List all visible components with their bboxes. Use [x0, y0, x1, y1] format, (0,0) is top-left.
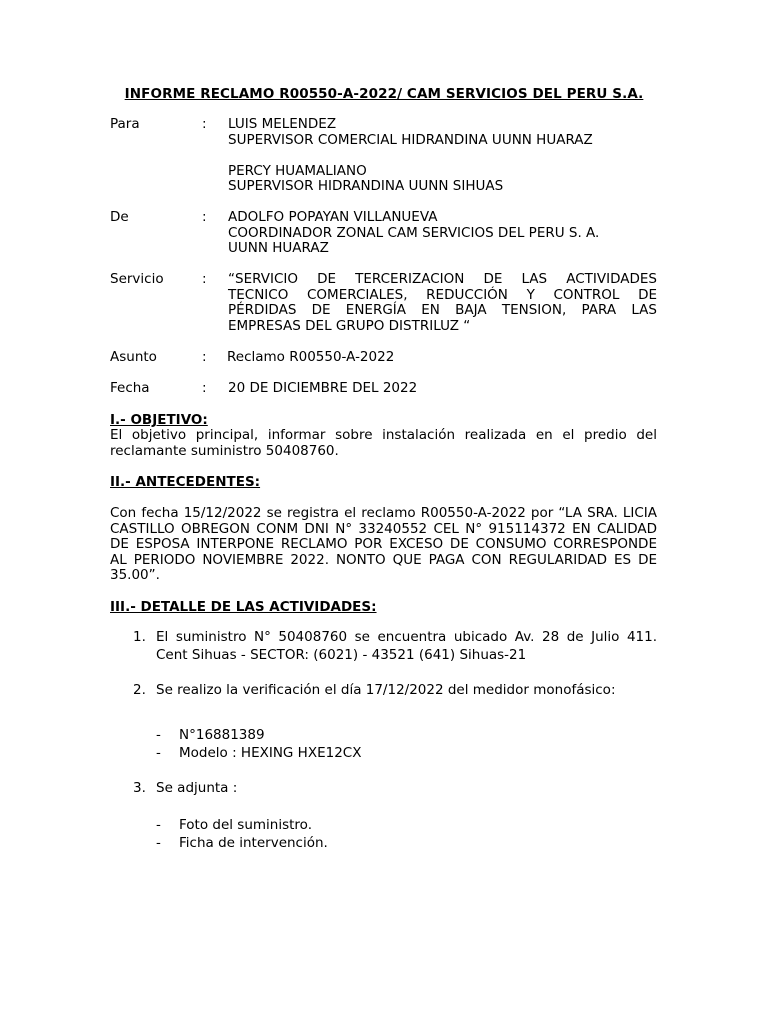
item-line: El suministro N° 50408760 se encuentra ubicado Av. 28 de Julio 411. — [156, 629, 657, 645]
para-line: SUPERVISOR HIDRANDINA UUNN SIHUAS — [228, 178, 504, 194]
header-servicio — [110, 272, 658, 338]
section-heading-actividades: III.- DETALLE DE LAS ACTIVIDADES: — [110, 599, 377, 615]
item-text — [156, 628, 657, 664]
dash-bullet: - — [156, 835, 161, 851]
servicio-colon: : — [202, 271, 207, 287]
item-line: Se adjunta : — [156, 780, 238, 796]
servicio-line: “SERVICIO DE TERCERIZACION DE LAS ACTIVIDADES — [228, 271, 657, 287]
para-label: Para — [110, 116, 140, 132]
section-heading-objetivo: I.- OBJETIVO: — [110, 412, 208, 428]
fecha-label: Fecha — [110, 380, 150, 396]
item-line: Cent Sihuas - SECTOR: (6021) - 43521 (641) Sihuas-21 — [156, 647, 527, 663]
document-title: INFORME RECLAMO R00550-A-2022/ CAM SERVICIOS DEL PERU S.A. — [124, 86, 644, 102]
de-value — [228, 210, 658, 257]
antecedentes-text: Con fecha 15/12/2022 se registra el reclamo R00550-A-2022 por “LA SRA. LICIA CASTILLO OBREGON CONM DNI N° 33240552 CEL N° 915114372 EN CALIDAD DE ESPOSA INTERPONE RECLAMO POR EXCESO DE CONSUMO CORRESPONDE AL PERIODO NOVIEMBRE 2022. NONTO QUE PAGA CON REGULARIDAD ES DE 35.00”. — [110, 505, 657, 584]
de-label: De — [110, 209, 129, 225]
servicio-value — [228, 272, 657, 334]
subitem-text: N°16881389 — [179, 727, 265, 743]
de-colon: : — [202, 209, 207, 225]
item-number: 1. — [133, 629, 146, 645]
asunto-value: Reclamo R00550-A-2022 — [227, 349, 395, 365]
de-line: ADOLFO POPAYAN VILLANUEVA — [228, 209, 438, 225]
para-line: SUPERVISOR COMERCIAL HIDRANDINA UUNN HUARAZ — [228, 131, 593, 148]
header-de — [110, 210, 658, 260]
item-number: 3. — [133, 780, 146, 796]
para-line: LUIS MELENDEZ — [228, 116, 337, 132]
fecha-colon: : — [202, 380, 207, 396]
servicio-line: TECNICO COMERCIALES, REDUCCIÓN Y CONTROL DE — [228, 286, 657, 303]
de-line: UUNN HUARAZ — [228, 240, 329, 256]
dash-bullet: - — [156, 727, 161, 743]
item-number: 2. — [133, 682, 146, 698]
de-line: COORDINADOR ZONAL CAM SERVICIOS DEL PERU S. A. — [228, 224, 600, 241]
asunto-label: Asunto — [110, 349, 157, 365]
para-line — [228, 148, 658, 164]
subitem-text: Ficha de intervención. — [179, 835, 328, 851]
subitem-text: Foto del suministro. — [179, 817, 312, 833]
header-para — [110, 117, 658, 197]
servicio-line: PÉRDIDAS DE ENERGÍA EN BAJA TENSION, PARA LAS — [228, 302, 657, 318]
para-value — [228, 117, 658, 195]
servicio-label: Servicio — [110, 271, 164, 287]
fecha-value: 20 DE DICIEMBRE DEL 2022 — [228, 380, 418, 396]
subitem-text: Modelo : HEXING HXE12CX — [179, 745, 362, 761]
para-colon: : — [202, 116, 207, 132]
dash-bullet: - — [156, 745, 161, 761]
asunto-colon: : — [202, 349, 207, 365]
objetivo-text: El objetivo principal, informar sobre instalación realizada en el predio del reclamante suministro 50408760. — [110, 427, 657, 459]
para-line: PERCY HUAMALIANO — [228, 162, 367, 179]
servicio-line: EMPRESAS DEL GRUPO DISTRILUZ “ — [228, 317, 471, 334]
item-line: Se realizo la verificación el día 17/12/2022 del medidor monofásico: — [156, 682, 616, 698]
section-heading-antecedentes: II.- ANTECEDENTES: — [110, 474, 261, 490]
dash-bullet: - — [156, 817, 161, 833]
header-fecha — [110, 381, 658, 399]
header-asunto — [110, 350, 658, 368]
